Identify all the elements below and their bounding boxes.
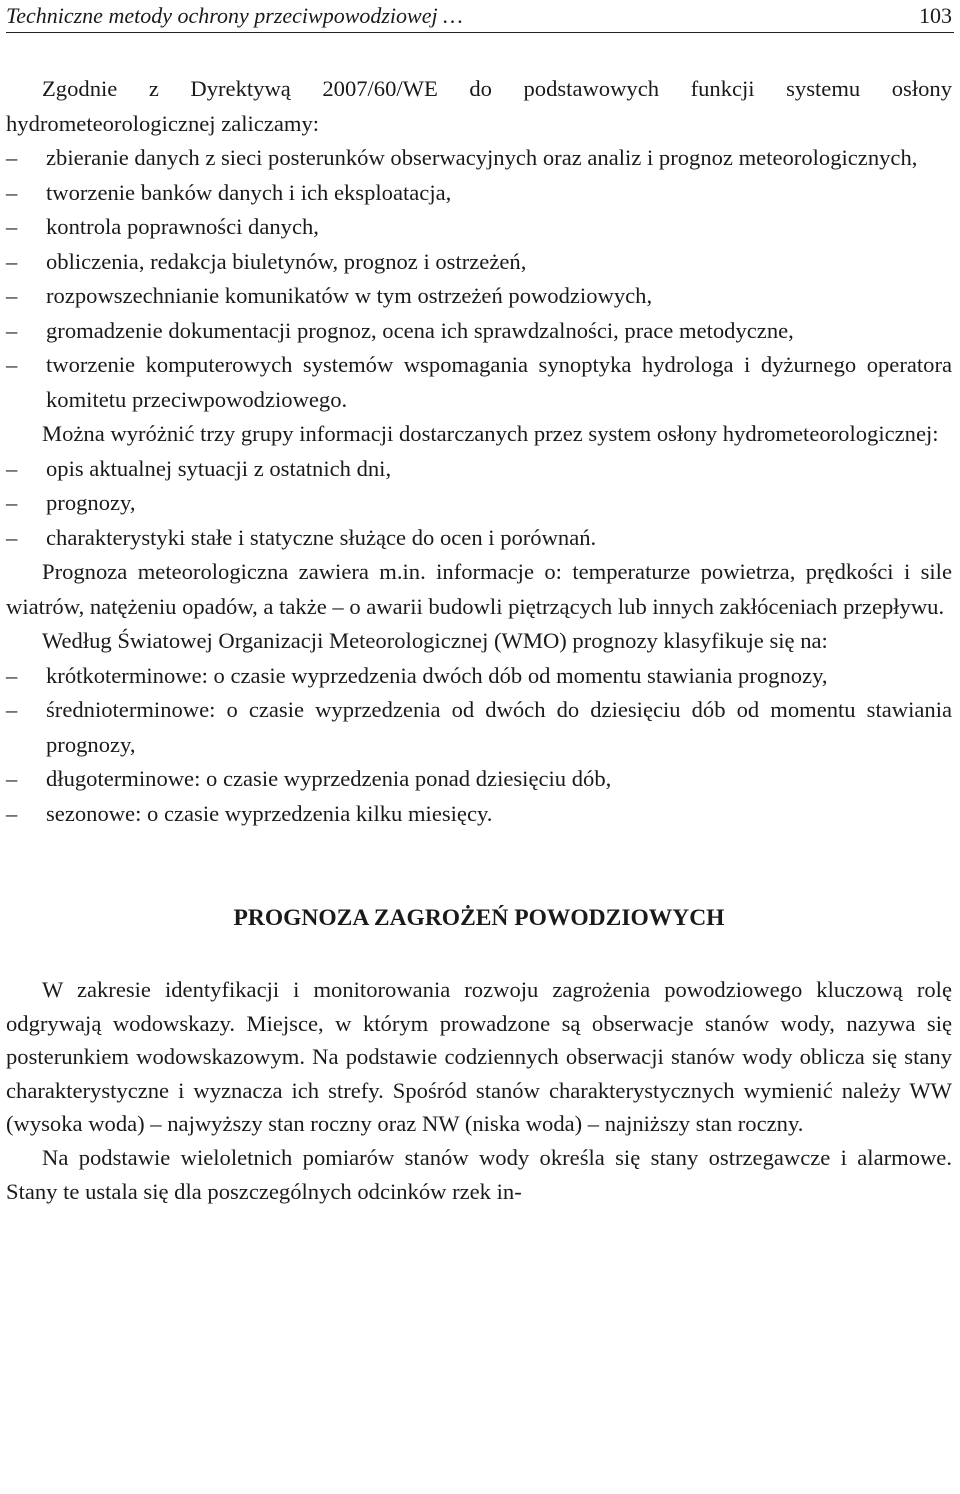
list-item <box>6 141 952 176</box>
dash-bullet: – <box>6 214 18 239</box>
list-item <box>6 797 952 832</box>
list-item <box>6 279 952 314</box>
forecast-types-list <box>6 659 952 832</box>
dash-bullet: – <box>6 490 18 515</box>
list-item <box>6 762 952 797</box>
list-item <box>6 210 952 245</box>
running-header-title: Techniczne metody ochrony przeciwpowodziowej … <box>6 3 463 28</box>
page-content <box>6 72 952 1208</box>
dash-bullet: – <box>6 662 18 688</box>
list-item-text: tworzenie banków danych i ich eksploatacja, <box>46 179 452 205</box>
section-heading: PROGNOZA ZAGROŻEŃ POWODZIOWYCH <box>233 905 725 931</box>
list-item <box>6 452 952 487</box>
forecast-contents-paragraph: Prognoza meteorologiczna zawiera m.in. informacje o: temperaturze powietrza, prędkości i sile wiatrów, natężeniu opadów, a także – o awarii budowli piętrzących lub innych zakłóceniach przepływu. <box>6 559 952 619</box>
running-header <box>6 2 954 33</box>
dash-bullet: – <box>6 800 18 826</box>
warning-levels-paragraph: Na podstawie wieloletnich pomiarów stanów wody określa się stany ostrzegawcze i alarmowe. Stany te ustala się dla poszczególnych odcinków rzek in- <box>6 1144 952 1204</box>
functions-list <box>6 141 952 417</box>
flood-forecast-section <box>6 901 952 1208</box>
list-item <box>6 659 952 694</box>
dash-bullet: – <box>6 524 18 550</box>
list-item <box>6 486 952 521</box>
functions-intro-paragraph: Zgodnie z Dyrektywą 2007/60/WE do podstawowych funkcji systemu osłony hydrometeorologicznej zaliczamy: <box>6 76 952 136</box>
list-item <box>6 176 952 211</box>
list-item-text: zbieranie danych z sieci posterunków obserwacyjnych oraz analiz i prognoz meteorologicznych, <box>46 145 918 170</box>
list-item-text: obliczenia, redakcja biuletynów, prognoz i ostrzeżeń, <box>46 248 527 274</box>
water-gauges-paragraph: W zakresie identyfikacji i monitorowania rozwoju zagrożenia powodziowego kluczową rolę odgrywają wodowskazy. Miejsce, w którym prowadzone są obserwacje stanów wody, nazywa się posterunkiem wodowskazowym. Na podstawie codziennych obserwacji stanów wody oblicza się stany charakterystyczne i wyznacza ich strefy. Spośród stanów charakterystycznych wymienić należy WW (wysoka woda) – najwyższy stan roczny oraz NW (niska woda) – najniższy stan roczny. <box>6 977 952 1137</box>
list-item-text: średnioterminowe: o czasie wyprzedzenia od dwóch do dziesięciu dób od momentu stawiania prognozy, <box>46 697 952 757</box>
list-item <box>6 348 952 417</box>
list-item <box>6 521 952 556</box>
dash-bullet: – <box>6 766 18 791</box>
groups-intro-paragraph: Można wyróżnić trzy grupy informacji dostarczanych przez system osłony hydrometeorologicznej: <box>42 421 939 446</box>
list-item-text: kontrola poprawności danych, <box>46 214 319 239</box>
dash-bullet: – <box>6 283 18 308</box>
dash-bullet: – <box>6 145 18 170</box>
list-item-text: charakterystyki stałe i statyczne służące do ocen i porównań. <box>46 524 597 550</box>
list-item-text: krótkoterminowe: o czasie wyprzedzenia dwóch dób od momentu stawiania prognozy, <box>46 662 828 688</box>
list-item <box>6 245 952 280</box>
list-item-text: opis aktualnej sytuacji z ostatnich dni, <box>46 455 392 481</box>
information-groups-list <box>6 452 952 556</box>
dash-bullet: – <box>6 455 18 481</box>
list-item-text: tworzenie komputerowych systemów wspomagania synoptyka hydrologa i dyżurnego operatora komitetu przeciwpowodziowego. <box>46 352 952 412</box>
dash-bullet: – <box>6 317 18 343</box>
list-item-text: gromadzenie dokumentacji prognoz, ocena ich sprawdzalności, prace metodyczne, <box>46 317 794 343</box>
list-item-text: długoterminowe: o czasie wyprzedzenia ponad dziesięciu dób, <box>46 766 612 791</box>
dash-bullet: – <box>6 179 18 205</box>
wmo-classification-paragraph: Według Światowej Organizacji Meteorologicznej (WMO) prognozy klasyfikuje się na: <box>42 628 828 653</box>
dash-bullet: – <box>6 248 18 274</box>
list-item <box>6 693 952 762</box>
list-item <box>6 314 952 349</box>
list-item-text: rozpowszechnianie komunikatów w tym ostrzeżeń powodziowych, <box>46 283 653 308</box>
dash-bullet: – <box>6 697 18 722</box>
page-number: 103 <box>919 3 952 28</box>
list-item-text: prognozy, <box>46 490 136 515</box>
dash-bullet: – <box>6 352 18 377</box>
list-item-text: sezonowe: o czasie wyprzedzenia kilku miesięcy. <box>46 800 493 826</box>
